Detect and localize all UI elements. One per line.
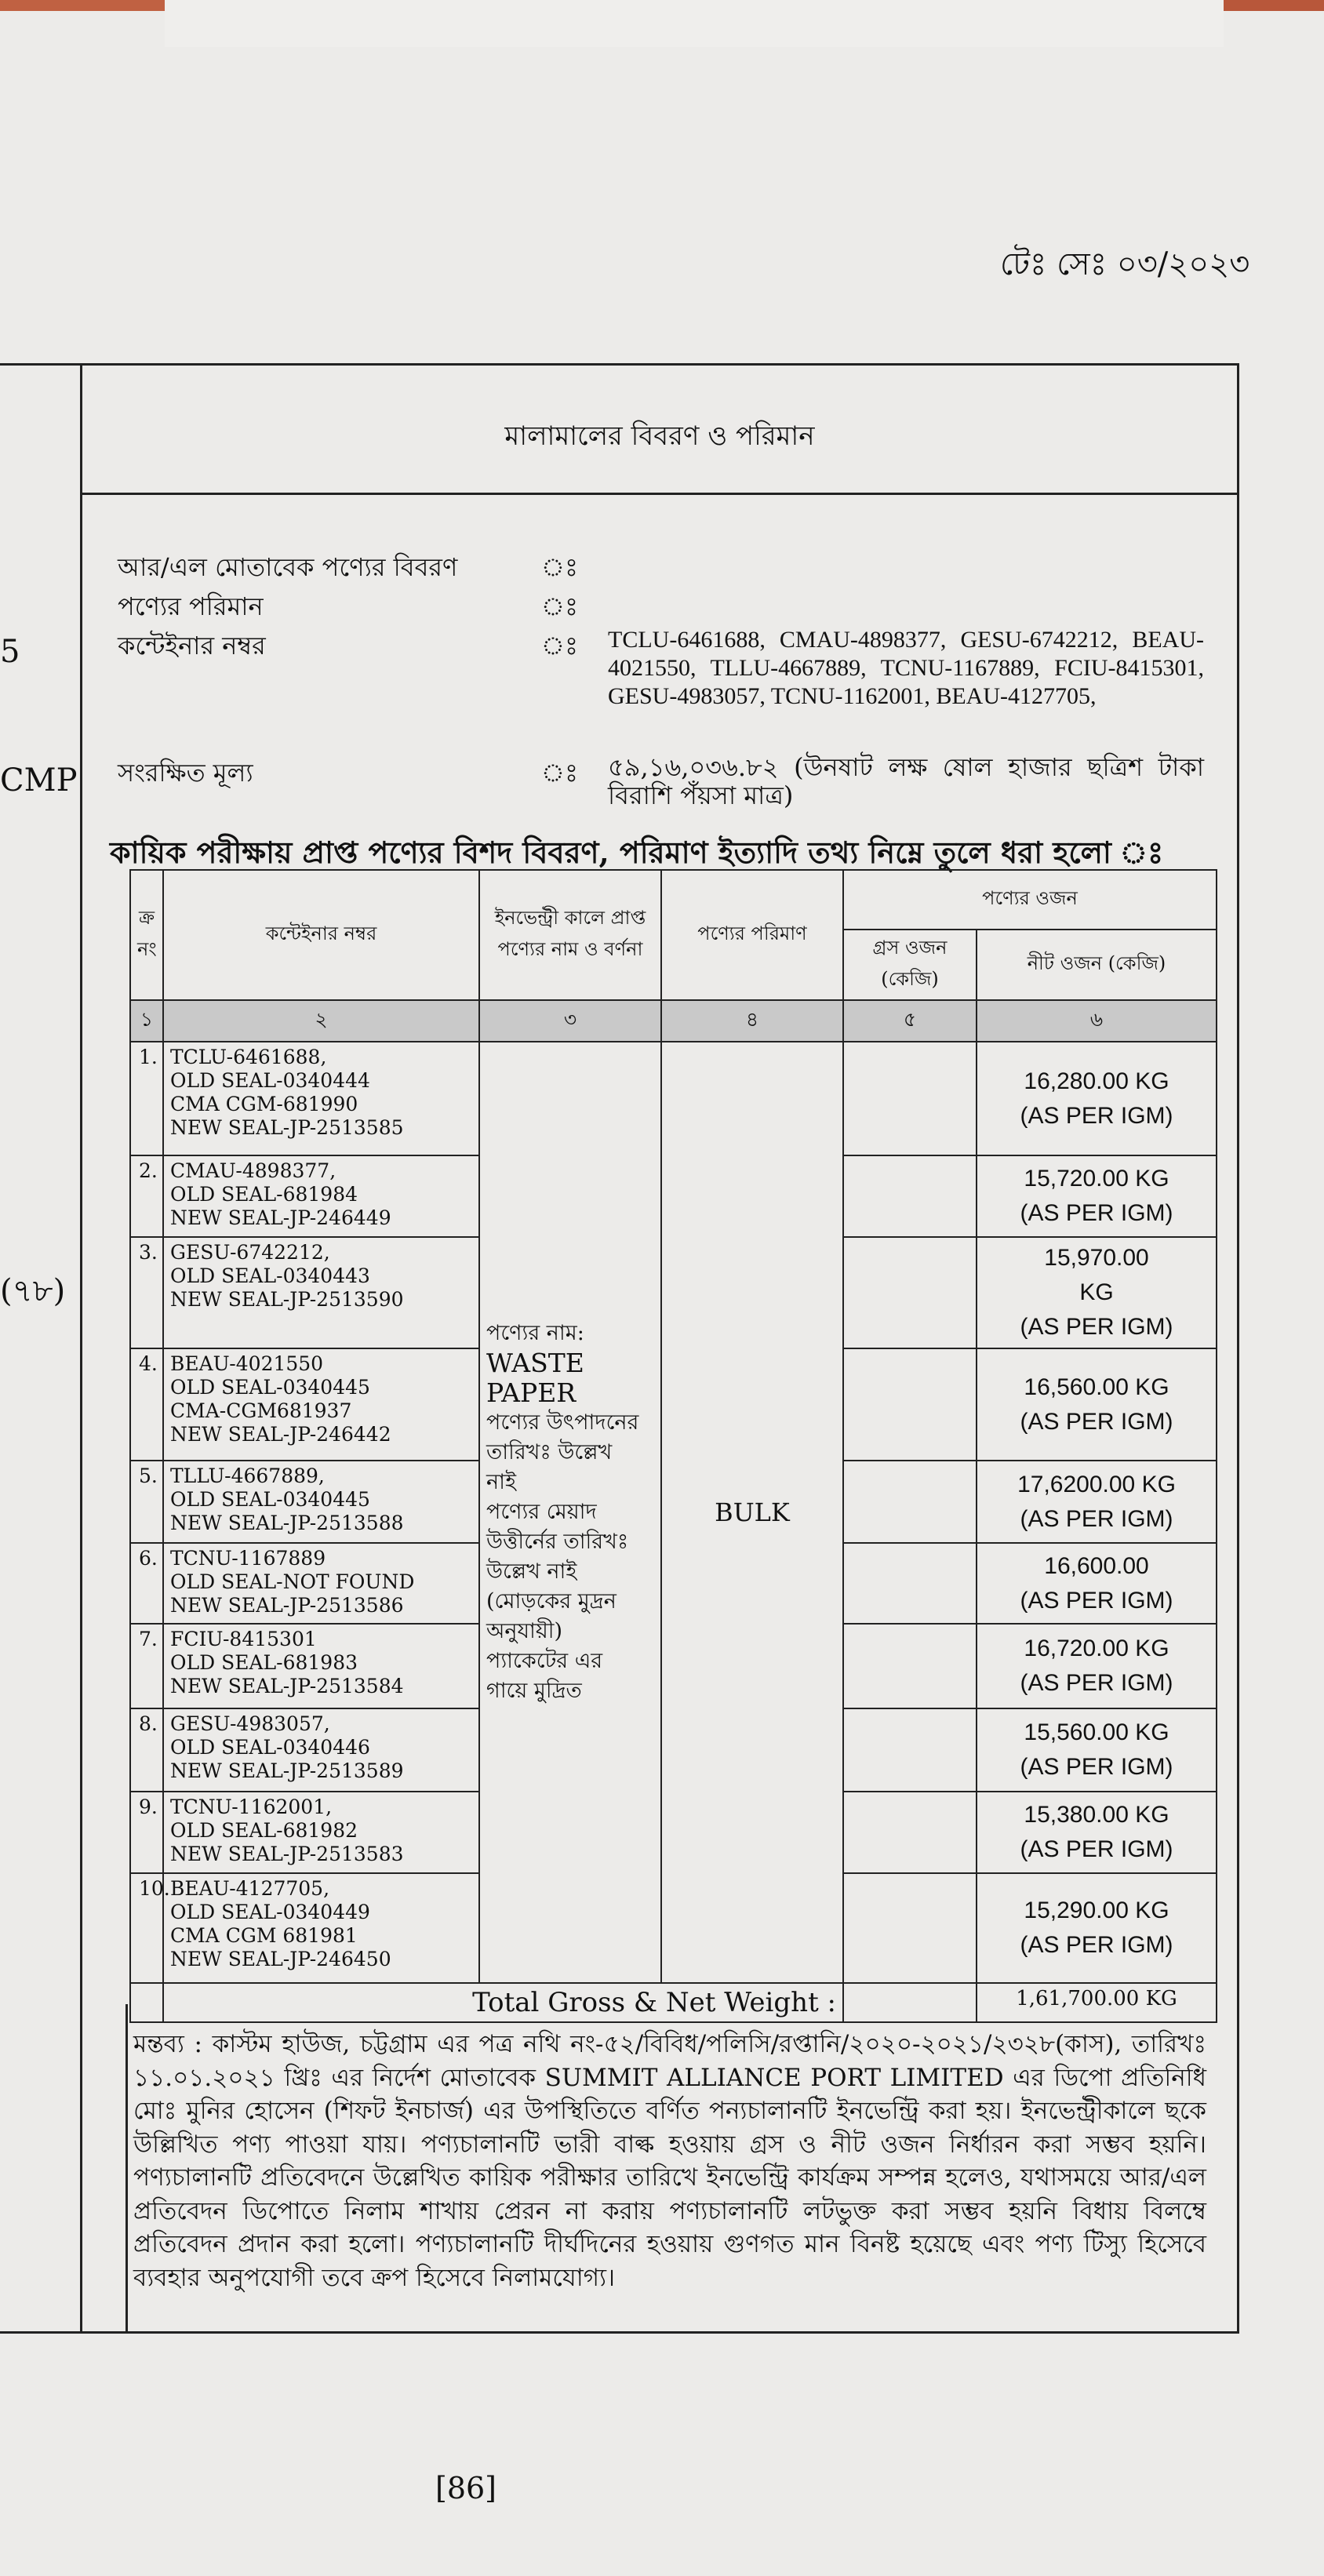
row-serial: 6. xyxy=(130,1543,163,1624)
container-line: TCNU-1162001, xyxy=(170,1796,333,1818)
header-quantity: পণ্যের পরিমাণ xyxy=(661,870,843,1000)
frame-divider xyxy=(80,363,82,2334)
column-number: ৪ xyxy=(661,1000,843,1042)
net-weight-value: 15,720.00 KG xyxy=(1024,1166,1169,1192)
quantity-cell: BULK xyxy=(661,1042,843,1983)
container-line: NEW SEAL-JP-2513583 xyxy=(170,1843,404,1865)
container-line: OLD SEAL-0340444 xyxy=(170,1069,370,1092)
container-line: NEW SEAL-JP-246449 xyxy=(170,1206,391,1229)
container-line: CMA-CGM681937 xyxy=(170,1399,352,1422)
container-line: NEW SEAL-JP-246450 xyxy=(170,1948,391,1970)
container-line: NEW SEAL-JP-2513585 xyxy=(170,1116,404,1139)
margin-text-1: 5 xyxy=(0,634,20,670)
row-serial: 4. xyxy=(130,1348,163,1461)
goods-table xyxy=(129,869,1217,2023)
row-serial: 3. xyxy=(130,1237,163,1348)
total-gross-cell xyxy=(843,1983,977,2022)
container-cell xyxy=(163,1042,479,1155)
description-line: (মোড়কের মুদ্রন xyxy=(486,1589,617,1614)
container-line: OLD SEAL-681984 xyxy=(170,1183,358,1206)
net-weight-note: (AS PER IGM) xyxy=(1020,1754,1173,1780)
gross-cell xyxy=(843,1624,977,1708)
container-line: TCLU-6461688, xyxy=(170,1046,327,1068)
info-value-containers: TCLU-6461688, CMAU-4898377, GESU-6742212, BEAU-4021550, TLLU-4667889, TCNU-1167889, FCIU-8415301, GESU-4983057, TCNU-1162001, BEAU-4127705, xyxy=(608,627,1204,709)
container-line: NEW SEAL-JP-2513584 xyxy=(170,1675,404,1697)
gross-cell xyxy=(843,1348,977,1461)
net-weight-note: (AS PER IGM) xyxy=(1020,1505,1173,1532)
table-heading: কায়িক পরীক্ষায় প্রাপ্ত পণ্যের বিশদ বিবরণ, পরিমাণ ইত্যাদি তথ্য নিম্নে তুলে ধরা হলো ঃ xyxy=(110,835,1164,870)
row-serial: 1. xyxy=(130,1042,163,1155)
container-line: GESU-4983057, xyxy=(170,1712,330,1735)
container-line: OLD SEAL-0340449 xyxy=(170,1901,370,1923)
row-serial: 2. xyxy=(130,1155,163,1237)
column-number: ২ xyxy=(163,1000,479,1042)
description-line: পণ্যের মেয়াদ xyxy=(486,1500,597,1524)
total-net-weight: 1,61,700.00 KG xyxy=(977,1983,1217,2022)
net-weight-cell xyxy=(977,1348,1217,1461)
container-cell xyxy=(163,1348,479,1461)
section-title: মালামালের বিবরণ ও পরিমান xyxy=(504,420,815,452)
info-colon: ঃ xyxy=(541,591,579,621)
column-number: ৩ xyxy=(479,1000,661,1042)
container-line: NEW SEAL-JP-2513589 xyxy=(170,1759,404,1782)
net-weight-note: (AS PER IGM) xyxy=(1020,1314,1173,1340)
description-line: PAPER xyxy=(486,1377,577,1408)
container-cell xyxy=(163,1155,479,1237)
reference-number: টেঃ সেঃ ০৩/২০২৩ xyxy=(1000,246,1250,282)
container-line: NEW SEAL-JP-2513590 xyxy=(170,1288,404,1311)
container-cell xyxy=(163,1792,479,1873)
header-gross: গ্রস ওজন (কেজি) xyxy=(843,930,977,1000)
net-weight-note: (AS PER IGM) xyxy=(1020,1587,1173,1614)
net-weight-value: 15,970.00 xyxy=(1044,1245,1149,1271)
net-weight-value: 16,560.00 KG xyxy=(1024,1374,1169,1400)
header-weight: পণ্যের ওজন xyxy=(843,870,1217,930)
header-container: কন্টেইনার নম্বর xyxy=(163,870,479,1000)
net-weight-cell xyxy=(977,1155,1217,1237)
paper-edge xyxy=(165,0,1224,47)
net-weight-cell xyxy=(977,1461,1217,1543)
container-line: OLD SEAL-0340443 xyxy=(170,1264,370,1287)
gross-cell xyxy=(843,1042,977,1155)
gross-cell xyxy=(843,1237,977,1348)
row-serial: 5. xyxy=(130,1461,163,1543)
container-cell xyxy=(163,1543,479,1624)
gross-cell xyxy=(843,1792,977,1873)
info-colon: ঃ xyxy=(541,552,579,582)
total-label: Total Gross & Net Weight : xyxy=(163,1983,843,2022)
net-weight-cell xyxy=(977,1792,1217,1873)
net-weight-cell xyxy=(977,1708,1217,1792)
column-number: ৬ xyxy=(977,1000,1217,1042)
description-line: অনুযায়ী) xyxy=(486,1619,563,1643)
net-weight-cell xyxy=(977,1873,1217,1983)
column-number: ১ xyxy=(130,1000,163,1042)
info-value-reserved: ৫৯,১৬,০৩৬.৮২ (উনষাট লক্ষ ষোল হাজার ছত্রিশ টাকা বিরাশি পঁয়সা মাত্র) xyxy=(608,752,1204,810)
net-weight-value: 15,380.00 KG xyxy=(1024,1802,1169,1828)
margin-text-3: (৭৮) xyxy=(0,1273,66,1309)
container-line: BEAU-4021550 xyxy=(170,1352,324,1375)
info-label-containers: কন্টেইনার নম্বর xyxy=(118,631,266,660)
total-row xyxy=(130,1983,1217,2022)
description-line: WASTE xyxy=(486,1348,584,1378)
note-divider xyxy=(125,2004,128,2334)
description-line: উত্তীর্নের তারিখঃ xyxy=(486,1530,629,1554)
container-line: TLLU-4667889, xyxy=(170,1464,325,1487)
container-line: GESU-6742212, xyxy=(170,1241,330,1264)
container-line: OLD SEAL-0340446 xyxy=(170,1736,370,1759)
container-cell xyxy=(163,1461,479,1543)
header-net: নীট ওজন (কেজি) xyxy=(977,930,1217,1000)
net-weight-cell xyxy=(977,1042,1217,1155)
net-weight-cell xyxy=(977,1624,1217,1708)
info-colon: ঃ xyxy=(541,631,579,660)
container-line: CMAU-4898377, xyxy=(170,1159,336,1182)
gross-cell xyxy=(843,1461,977,1543)
container-cell xyxy=(163,1624,479,1708)
header-description: ইনভেন্ট্রী কালে প্রাপ্ত পণ্যের নাম ও বর্ণনা xyxy=(479,870,661,1000)
description-line: প্যাকেটের এর xyxy=(486,1649,603,1673)
description-line: গায়ে মুদ্রিত xyxy=(486,1679,582,1703)
description-line: নাই xyxy=(486,1470,516,1494)
info-colon: ঃ xyxy=(541,758,579,788)
container-cell xyxy=(163,1237,479,1348)
container-cell xyxy=(163,1708,479,1792)
description-line: তারিখঃ উল্লেখ xyxy=(486,1440,613,1464)
net-weight-value: 16,720.00 KG xyxy=(1024,1635,1169,1661)
container-line: NEW SEAL-JP-2513588 xyxy=(170,1512,404,1534)
description-line: পণ্যের উৎপাদনের xyxy=(486,1410,639,1435)
gross-cell xyxy=(843,1873,977,1983)
net-weight-cell xyxy=(977,1543,1217,1624)
description-cell xyxy=(479,1042,661,1983)
container-line: NEW SEAL-JP-2513586 xyxy=(170,1594,404,1617)
row-serial: 9. xyxy=(130,1792,163,1873)
row-serial: 7. xyxy=(130,1624,163,1708)
container-line: OLD SEAL-681982 xyxy=(170,1819,358,1842)
table-row xyxy=(130,1042,1217,1155)
description-line: পণ্যের নাম: xyxy=(486,1321,584,1345)
container-line: OLD SEAL-681983 xyxy=(170,1651,358,1674)
net-weight-note: (AS PER IGM) xyxy=(1020,1408,1173,1435)
net-weight-value: 16,600.00 xyxy=(1044,1552,1149,1579)
info-label-description: আর/এল মোতাবেক পণ্যের বিবরণ xyxy=(118,552,458,582)
column-number: ৫ xyxy=(843,1000,977,1042)
gross-cell xyxy=(843,1708,977,1792)
total-empty-cell xyxy=(130,1983,163,2022)
net-weight-note: (AS PER IGM) xyxy=(1020,1670,1173,1696)
container-line: OLD SEAL-0340445 xyxy=(170,1376,370,1399)
description-line: উল্লেখ নাই xyxy=(486,1559,577,1584)
container-line: OLD SEAL-0340445 xyxy=(170,1488,370,1511)
container-line: NEW SEAL-JP-246442 xyxy=(170,1423,391,1446)
net-weight-cell xyxy=(977,1237,1217,1348)
remarks-paragraph: মন্তব্য : কাস্টম হাউজ, চট্টগ্রাম এর পত্র নথি নং-৫২/বিবিধ/পলিসি/রপ্তানি/২০২০-২০২১/২৩২৮(কাস), তারিখঃ ১১.০১.২০২১ খ্রিঃ এর নির্দেশ মোতাবেক SUMMIT ALLIANCE PORT LIMITED এর ডিপো প্রতিনিধি মোঃ মুনির হোসেন (শিফট ইনচার্জ) এর উপস্থিতিতে বর্ণিত পন্যচালানটি ইনভেন্ট্রি করা হয়। ইনভেন্ট্রীকালে ছকে উল্লিখিত পণ্য পাওয়া যায়। পণ্যচালানটি ভারী বাল্ক হওয়ায় গ্রস ও নীট ওজন নির্ধারন করা সম্ভব হয়নি। পণ্যচালানটি প্রতিবেদনে উল্লেখিত কায়িক পরীক্ষার তারিখে ইনভেন্ট্রি কার্যক্রম সম্পন্ন হলেও, যথাসময়ে আর/এল প্রতিবেদন ডিপোতে নিলাম শাখায় প্রেরন না করায় পণ্যচালানটি লটভুক্ত করা সম্ভব হয়নি বিধায় বিলম্বে প্রতিবেদন প্রদান করা হলো। পণ্যচালানটি দীর্ঘদিনের হওয়ায় গুণগত মান বিনষ্ট হয়েছে এবং পণ্য টিস্যু হিসেবে ব্যবহার অনুপযোগী তবে ক্রপ হিসেবে নিলামযোগ্য। xyxy=(133,2030,1206,2292)
container-line: TCNU-1167889 xyxy=(170,1547,326,1570)
net-weight-note: (AS PER IGM) xyxy=(1020,1836,1173,1862)
container-line: OLD SEAL-NOT FOUND xyxy=(170,1570,415,1593)
net-weight-note: (AS PER IGM) xyxy=(1020,1102,1173,1129)
page-number: [86] xyxy=(435,2471,497,2505)
net-weight-unit: KG xyxy=(1079,1279,1114,1305)
net-weight-value: 15,560.00 KG xyxy=(1024,1719,1169,1745)
row-serial: 8. xyxy=(130,1708,163,1792)
net-weight-value: 17,6200.00 KG xyxy=(1017,1471,1176,1497)
row-serial: 10. xyxy=(130,1873,163,1983)
net-weight-note: (AS PER IGM) xyxy=(1020,1200,1173,1226)
net-weight-note: (AS PER IGM) xyxy=(1020,1932,1173,1958)
container-line: BEAU-4127705, xyxy=(170,1877,330,1900)
header-serial: ক্র নং xyxy=(130,870,163,1000)
title-divider xyxy=(80,493,1239,495)
gross-cell xyxy=(843,1543,977,1624)
gross-cell xyxy=(843,1155,977,1237)
container-cell xyxy=(163,1873,479,1983)
container-line: CMA CGM 681981 xyxy=(170,1924,358,1947)
net-weight-value: 15,290.00 KG xyxy=(1024,1897,1169,1923)
info-label-reserved-value: সংরক্ষিত মূল্য xyxy=(118,758,253,788)
net-weight-value: 16,280.00 KG xyxy=(1024,1068,1169,1094)
container-line: FCIU-8415301 xyxy=(170,1628,317,1650)
margin-text-2: CMP xyxy=(0,762,78,799)
info-label-quantity: পণ্যের পরিমান xyxy=(118,591,264,621)
container-line: CMA CGM-681990 xyxy=(170,1093,358,1115)
